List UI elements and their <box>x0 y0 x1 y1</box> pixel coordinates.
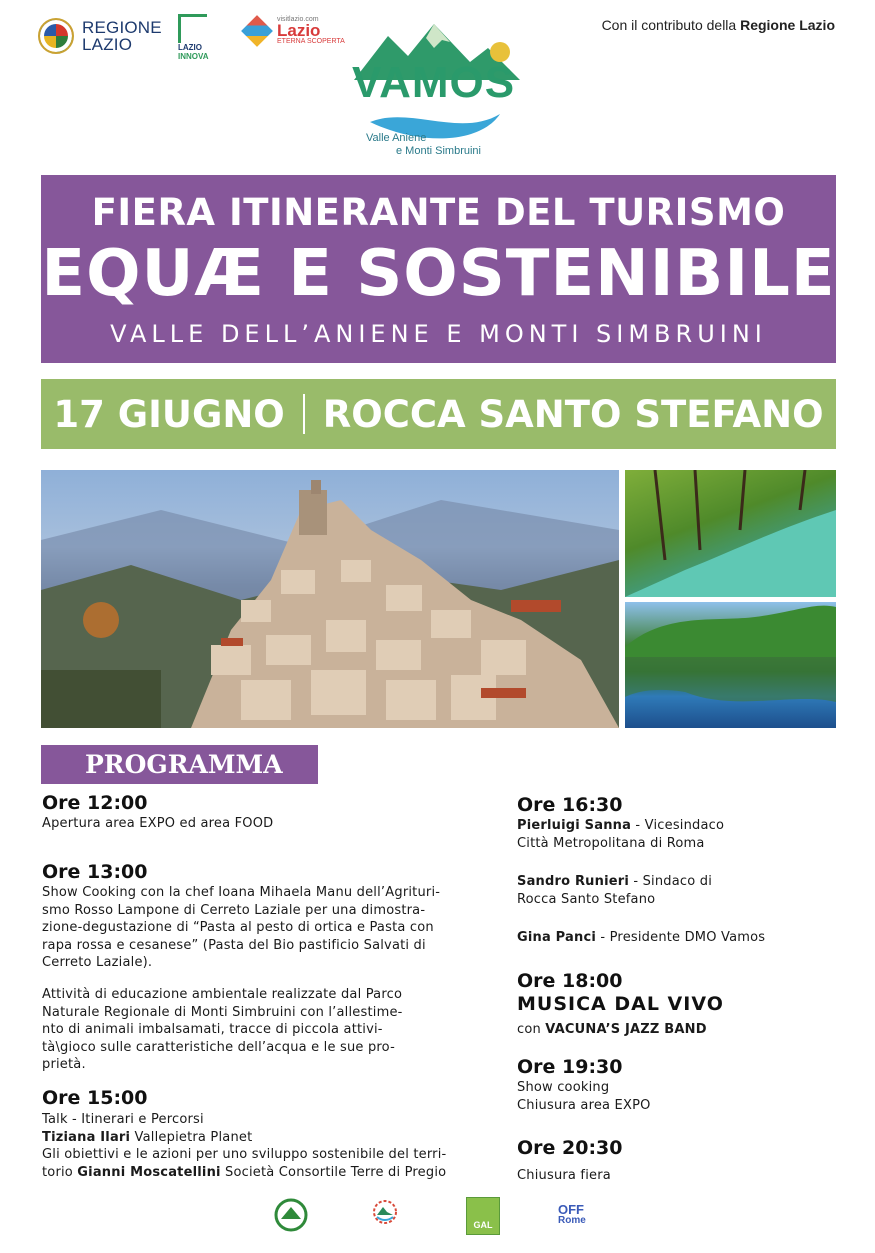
band-prefix: con <box>517 1022 546 1037</box>
speaker-role: - Vicesindaco <box>631 818 725 833</box>
event-place: ROCCA SANTO STEFANO <box>322 392 824 436</box>
desc-1930 <box>517 1079 651 1114</box>
contributo-bold: Regione Lazio <box>740 17 835 33</box>
speaker-role: - Presidente DMO Vamos <box>596 930 766 945</box>
time-2030: Ore 20:30 <box>517 1137 623 1159</box>
cooking-line: zione-degustazione di “Pasta al pesto di ortica e Pasta con <box>42 920 434 935</box>
speaker-sanna <box>517 817 724 852</box>
comunita-montana-logo-icon <box>368 1197 402 1233</box>
event-date: 17 GIUGNO <box>53 392 285 436</box>
education-line: nto di animali imbalsamati, tracce di piccola attivi- <box>42 1022 383 1037</box>
speaker-name: Tiziana Ilari <box>42 1129 131 1145</box>
speaker-runieri <box>517 873 712 908</box>
town-illustration <box>41 470 619 728</box>
desc-2030: Chiusura fiera <box>517 1168 611 1183</box>
talk-topic-end: torio <box>42 1164 78 1180</box>
speaker-name: Sandro Runieri <box>517 874 630 889</box>
visit-lazio-name: Lazio <box>277 21 321 40</box>
title-banner <box>41 175 836 363</box>
speaker-name: Pierluigi Sanna <box>517 818 632 833</box>
time-1630: Ore 16:30 <box>517 794 623 816</box>
lake-illustration <box>625 602 836 728</box>
speaker-name: Gina Panci <box>517 930 597 945</box>
regione-lazio-logo <box>38 18 162 54</box>
visit-lazio-url: visitlazio.com <box>277 16 319 23</box>
banner-line2: EQUÆ E SOSTENIBILE <box>41 237 836 311</box>
visit-lazio-logo <box>242 16 345 46</box>
speaker-panci <box>517 929 765 947</box>
speaker-role-line2: Rocca Santo Stefano <box>517 891 656 907</box>
off-rome-logo <box>558 1197 602 1233</box>
time-1930: Ore 19:30 <box>517 1056 623 1078</box>
innova-line1: LAZIO <box>178 43 202 52</box>
speaker-role-line2: Città Metropolitana di Roma <box>517 835 705 851</box>
lazio-innova-logo <box>178 14 210 62</box>
vamos-wordmark: VAMOS <box>352 58 516 107</box>
cooking-line: rapa rossa e cesanese” (Pasta del Bio pastificio Salvati di <box>42 937 426 953</box>
speaker-name: Gianni Moscatellini <box>77 1164 221 1180</box>
parco-simbruini-logo-icon <box>273 1197 309 1233</box>
off-text: OFF <box>558 1202 584 1217</box>
rocca-santo-stefano-photo <box>41 470 619 728</box>
innova-line2: INNOVA <box>178 52 209 61</box>
band-name: VACUNA’S JAZZ BAND <box>545 1022 707 1037</box>
regione-line2: LAZIO <box>82 35 133 54</box>
visit-lazio-mosaic-icon <box>241 15 273 47</box>
speaker-role: - Sindaco di <box>629 874 713 889</box>
band-line <box>517 1021 707 1039</box>
education-line: tà\gioco sulle caratteristiche dell’acqua e le sue pro- <box>42 1039 395 1055</box>
banner-line1: FIERA ITINERANTE DEL TURISMO <box>91 191 786 234</box>
banner-line3: VALLE DELL’ANIENE E MONTI SIMBRUINI <box>110 320 767 348</box>
river-illustration <box>625 470 836 597</box>
visit-lazio-tagline: ETERNA SCOPERTA <box>277 38 345 45</box>
river-forest-photo <box>625 470 836 597</box>
education-line: Naturale Regionale di Monti Simbruini con l’allestime- <box>42 1004 403 1020</box>
event-bar <box>41 379 836 449</box>
programma-header: PROGRAMMA <box>41 745 318 784</box>
event-separator <box>303 394 305 434</box>
cooking-line: Cerreto Laziale). <box>42 955 153 970</box>
rome-text: Rome <box>558 1215 586 1226</box>
talk-speaker-2 <box>42 1164 446 1182</box>
education-line: Attività di educazione ambientale realizzate dal Parco <box>42 987 403 1002</box>
education-line: prietà. <box>42 1057 86 1072</box>
gal-text: GAL <box>473 1220 493 1230</box>
time-1500: Ore 15:00 <box>42 1087 148 1109</box>
vamos-subtitle-2: e Monti Simbruini <box>396 145 481 157</box>
speaker-org: Società Consortile Terre di Pregio <box>220 1164 447 1180</box>
contributo-prefix: Con il contributo della <box>601 17 741 33</box>
lake-reflection-photo <box>625 602 836 728</box>
talk-topic: Gli obiettivi e le azioni per uno sviluppo sostenibile del terri- <box>42 1147 447 1162</box>
time-1800: Ore 18:00 <box>517 970 623 992</box>
regione-lazio-emblem-icon <box>38 18 74 54</box>
desc-1500 <box>42 1111 446 1181</box>
regione-line1: REGIONE <box>82 18 162 37</box>
vamos-subtitle-1: Valle Aniene <box>366 132 427 144</box>
musica-title: MUSICA DAL VIVO <box>517 993 724 1015</box>
desc-1300-cooking <box>42 884 440 972</box>
time-1300: Ore 13:00 <box>42 861 148 883</box>
desc-1930-line: Chiusura area EXPO <box>517 1097 651 1113</box>
desc-1200: Apertura area EXPO ed area FOOD <box>42 816 274 831</box>
cooking-line: smo Rosso Lampone di Cerreto Laziale per una dimostra- <box>42 902 426 918</box>
talk-title: Talk - Itinerari e Percorsi <box>42 1112 204 1127</box>
contributo-text <box>602 17 835 33</box>
desc-1930-line: Show cooking <box>517 1080 610 1095</box>
talk-speaker-1 <box>42 1129 446 1147</box>
speaker-org: Vallepietra Planet <box>130 1129 253 1145</box>
desc-1300-education <box>42 986 403 1074</box>
gal-logo <box>466 1197 500 1235</box>
cooking-line: Show Cooking con la chef Ioana Mihaela Manu dell’Agrituri- <box>42 885 441 900</box>
time-1200: Ore 12:00 <box>42 792 148 814</box>
lazio-innova-frame-icon <box>178 14 207 43</box>
